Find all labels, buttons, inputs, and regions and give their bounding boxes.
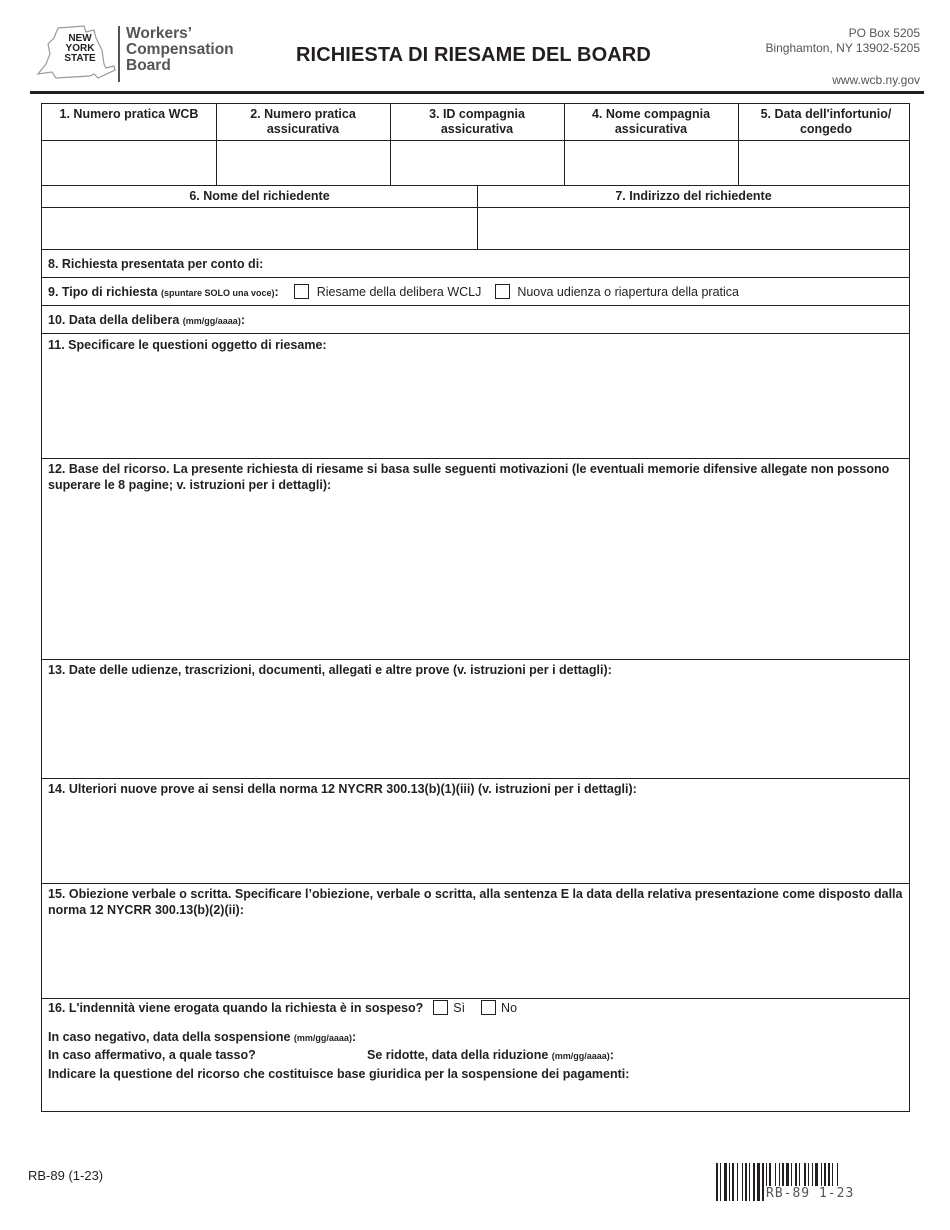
q13-label: 13. Date delle udienze, trascrizioni, documenti, allegati e altre prove (v. istruzioni per i dettagli): <box>48 663 612 677</box>
hearings-documents-field[interactable] <box>42 681 909 778</box>
carrier-id-field[interactable] <box>391 141 564 185</box>
row-divider <box>42 333 909 334</box>
logo-state-line3: STATE <box>64 53 96 64</box>
requester-name-field[interactable] <box>42 208 477 249</box>
carrier-name-field[interactable] <box>565 141 738 185</box>
q9-note: (spuntare SOLO una voce) <box>161 288 275 298</box>
grounds-for-appeal-field[interactable] <box>42 496 909 659</box>
row-divider <box>42 778 909 779</box>
logo-state-line1: NEW <box>68 33 92 44</box>
suspension-date-label: In caso negativo, data della sospensione <box>48 1030 291 1044</box>
header-wcb-case-number: 1. Numero pratica WCB <box>59 107 199 121</box>
q9-row <box>48 284 739 301</box>
suspension-basis-label: Indicare la questione del ricorso che costituisce base giuridica per la sospensione dei pagamenti: <box>48 1067 630 1081</box>
objection-field[interactable] <box>42 921 909 998</box>
row-divider <box>42 458 909 459</box>
issues-for-review-field[interactable] <box>42 356 909 458</box>
q10-note: (mm/gg/aaaa) <box>182 316 241 326</box>
suspension-basis-field[interactable] <box>42 1084 909 1111</box>
new-evidence-field[interactable] <box>42 800 909 883</box>
row-divider <box>42 883 909 884</box>
payments-yes-label: Sì <box>453 1001 466 1015</box>
header-carrier-case-number: 2. Numero pratica assicurativa <box>250 107 356 136</box>
board-address <box>765 26 920 56</box>
barcode-text: RB-89 1-23 <box>766 1186 855 1201</box>
q14-label: 14. Ulteriori nuove prove ai sensi della norma 12 NYCRR 300.13(b)(1)(iii) (v. istruzioni per i dettagli): <box>48 782 637 796</box>
logo-state-line2: YORK <box>65 43 95 54</box>
logo-wcb-line1: Workers’ <box>126 25 193 42</box>
q12-label: 12. Base del ricorso. La presente richiesta di riesame si basa sulle seguenti motivazioni (le eventuali memorie difensive allegate non possono superare le 8 pagine; v. istruzioni per i dettagli): <box>48 462 890 492</box>
suspension-date-row <box>48 1029 356 1046</box>
form-code: RB-89 (1-23) <box>28 1168 104 1183</box>
header-carrier-name: 4. Nome compagnia assicurativa <box>591 107 711 136</box>
website-link[interactable]: www.wcb.ny.gov <box>832 73 920 87</box>
wcb-logo-text <box>126 26 234 74</box>
q16-label: 16. L'indennità viene erogata quando la richiesta è in sospeso? <box>48 1001 424 1015</box>
header-rule <box>30 91 924 94</box>
suspension-date-note: (mm/gg/aaaa) <box>293 1033 352 1043</box>
wcb-case-number-field[interactable] <box>42 141 216 185</box>
logo-wcb-line2: Compensation <box>126 41 234 58</box>
q9-colon: : <box>274 285 279 299</box>
reduction-date-label: Se ridotte, data della riduzione <box>367 1048 549 1062</box>
row-divider <box>42 659 909 660</box>
payments-yes-checkbox[interactable] <box>433 1000 448 1015</box>
q16-row <box>48 1000 517 1016</box>
row-divider <box>42 277 909 278</box>
q11-label: 11. Specificare le questioni oggetto di riesame: <box>48 338 327 352</box>
decision-date-field[interactable] <box>252 306 902 333</box>
payments-no-label: No <box>501 1001 518 1015</box>
header-date-of-injury: 5. Data dell'infortunio/ congedo <box>760 107 892 136</box>
reduction-date-note: (mm/gg/aaaa) <box>551 1051 610 1061</box>
form-title: RICHIESTA DI RIESAME DEL BOARD <box>296 44 651 66</box>
q10-row <box>48 312 245 329</box>
option-wclj-review-checkbox[interactable] <box>294 284 309 299</box>
row-divider <box>42 185 909 186</box>
option-rehearing-label: Nuova udienza o riapertura della pratica <box>517 285 739 299</box>
on-behalf-of-field[interactable] <box>272 250 902 277</box>
q9-label: 9. Tipo di richiesta <box>48 285 158 299</box>
address-line1: PO Box 5205 <box>848 26 920 40</box>
date-of-injury-field[interactable] <box>739 141 909 185</box>
address-line2: Binghamton, NY 13902-5205 <box>765 41 920 55</box>
header-requester-address: 7. Indirizzo del richiedente <box>615 189 772 203</box>
header-carrier-id: 3. ID compagnia assicurativa <box>429 107 525 136</box>
logo-divider <box>118 26 120 82</box>
request-form <box>41 103 910 1112</box>
carrier-case-number-field[interactable] <box>217 141 390 185</box>
q15-label: 15. Obiezione verbale o scritta. Specificare l’obiezione, verbale o scritta, alla sentenza E la data della relativa presentazione come disposto dalla norma 12 NYCRR 300.13(b)(2)(ii): <box>48 887 903 917</box>
row-divider <box>42 998 909 999</box>
logo-wcb-line3: Board <box>126 57 171 74</box>
header-requester-name: 6. Nome del richiedente <box>189 189 330 203</box>
suspension-date-colon: : <box>351 1030 357 1044</box>
payments-no-checkbox[interactable] <box>481 1000 496 1015</box>
reduction-date-row <box>367 1047 614 1064</box>
q8-label: 8. Richiesta presentata per conto di: <box>48 257 264 271</box>
option-rehearing-checkbox[interactable] <box>495 284 510 299</box>
requester-address-field[interactable] <box>478 208 909 249</box>
reduction-date-colon: : <box>609 1048 614 1062</box>
payment-rate-label: In caso affermativo, a quale tasso? <box>48 1048 256 1062</box>
q10-label: 10. Data della delibera <box>48 313 180 327</box>
q10-colon: : <box>240 313 245 327</box>
new-york-state-logo <box>36 24 116 86</box>
option-wclj-review-label: Riesame della delibera WCLJ <box>316 285 482 299</box>
